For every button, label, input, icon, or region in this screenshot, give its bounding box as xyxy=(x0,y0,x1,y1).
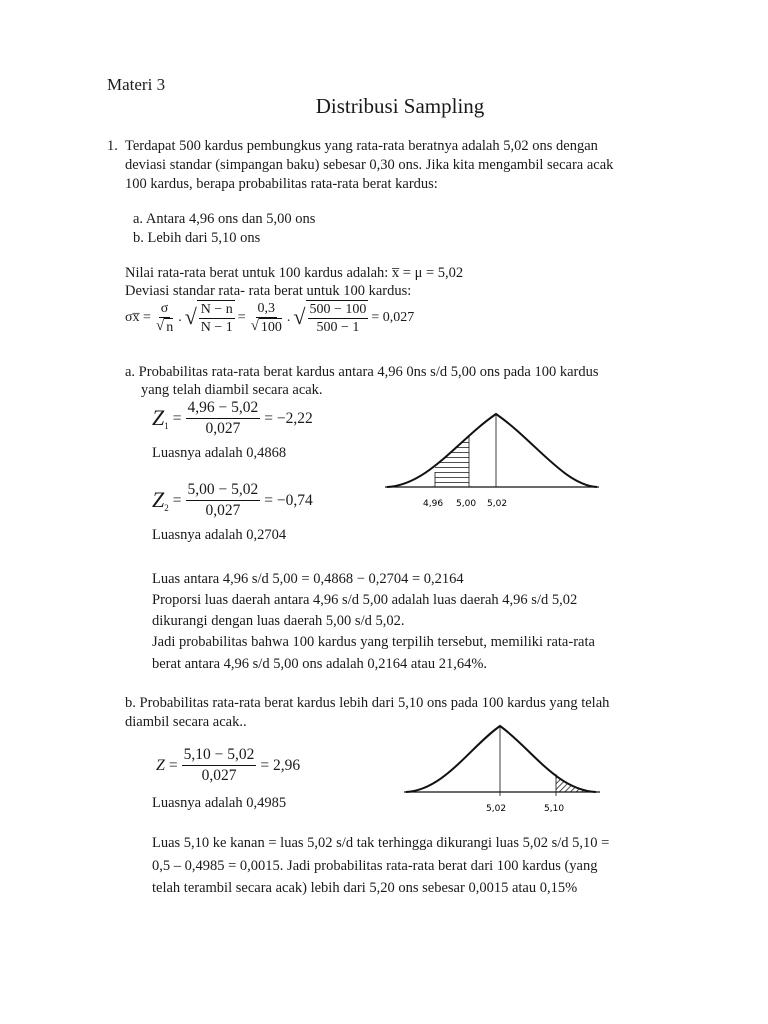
label-502: 5,02 xyxy=(487,499,508,509)
sigma-fraction: σ √ n xyxy=(155,301,174,335)
normal-curve-a xyxy=(383,410,601,518)
z2-equals: = xyxy=(172,491,182,509)
part-a-line-1: a. Probabilitas rata-rata berat kardus antara 4,96 0ns s/d 5,00 ons pada 100 kardus xyxy=(125,364,599,380)
label-500: 5,00 xyxy=(456,499,477,509)
option-b: b. Lebih dari 5,10 ons xyxy=(133,230,261,246)
z2-formula xyxy=(152,480,313,521)
part-a-line-2: yang telah diambil secara acak. xyxy=(141,382,323,398)
label-b-510: 5,10 xyxy=(544,804,565,814)
part-b-line-1: b. Probabilitas rata-rata berat kardus lebih dari 5,10 ons pada 100 kardus yang telah xyxy=(125,695,610,711)
part-b-line-2: diambil secara acak.. xyxy=(125,714,247,730)
z2-denominator: 0,027 xyxy=(205,502,241,519)
z1-result: = −2,22 xyxy=(264,409,313,427)
sqrt-n: n xyxy=(166,320,174,335)
z2-subscript: 2 xyxy=(164,503,169,514)
paragraph-b-3: telah terambil secara acak) lebih dari 5,20 ons sebesar 0,0015 atau 0,15% xyxy=(152,880,578,896)
paragraph-b-1: Luas 5,10 ke kanan = luas 5,02 s/d tak terhingga dikurangi luas 5,02 s/d 5,10 = xyxy=(152,835,610,851)
fpc-denominator: N − 1 xyxy=(200,320,233,335)
fpc-root: √ $\frac{N - n}{N - 1}$ xyxy=(184,302,233,335)
fpc-numerator: N − n xyxy=(200,302,233,317)
mean-statement: Nilai rata-rata berat untuk 100 kardus adalah: x̅ = μ = 5,02 xyxy=(125,265,464,281)
area-b: Luasnya adalah 0,4985 xyxy=(152,795,287,811)
z-formula-b xyxy=(156,745,300,786)
paragraph-b-2: 0,5 – 0,4985 = 0,0015. Jadi probabilitas rata-rata berat dari 100 kardus (yang xyxy=(152,858,598,874)
dot-operator: . xyxy=(178,310,182,325)
area-2: Luasnya adalah 0,2704 xyxy=(152,527,287,543)
value-fraction: 0,3 √ 100 xyxy=(250,301,282,335)
z2-result: = −0,74 xyxy=(264,491,313,509)
z1-equals: = xyxy=(172,409,182,427)
paragraph-a-2: Proporsi luas daerah antara 4,96 s/d 5,00 adalah luas daerah 4,96 s/d 5,02 xyxy=(152,592,578,608)
zb-symbol: Z xyxy=(156,756,165,774)
paragraph-a-3: dikurangi dengan luas daerah 5,00 s/d 5,02. xyxy=(152,613,405,629)
equals-sign: = xyxy=(237,310,246,325)
page-title: Distribusi Sampling xyxy=(315,94,485,118)
label-b-502: 5,02 xyxy=(486,804,507,814)
paragraph-a-5: berat antara 4,96 s/d 5,00 ons adalah 0,2164 atau 21,64%. xyxy=(152,656,488,672)
value-denominator: 100 xyxy=(260,320,282,335)
section-label: Materi 3 xyxy=(107,75,166,94)
area-1: Luasnya adalah 0,4868 xyxy=(152,445,287,461)
value-numerator: 0,3 xyxy=(257,301,276,316)
z1-formula xyxy=(152,398,313,439)
standard-error-formula xyxy=(125,300,414,336)
question-line-2: deviasi standar (simpangan baku) sebesar 0,30 ons. Jika kita mengambil secara acak xyxy=(125,157,614,173)
fpc-value-denominator: 500 − 1 xyxy=(316,320,360,335)
bell-curve-b xyxy=(406,726,596,792)
z1-symbol: Z xyxy=(152,405,165,431)
question-line-1: Terdapat 500 kardus pembungkus yang rata-rata beratnya adalah 5,02 ons dengan xyxy=(125,138,598,154)
z2-numerator: 5,00 − 5,02 xyxy=(186,480,261,501)
label-496: 4,96 xyxy=(423,499,444,509)
paragraph-a-4: Jadi probabilitas bahwa 100 kardus yang terpilih tersebut, memiliki rata-rata xyxy=(152,634,595,650)
fpc-value-numerator: 500 − 100 xyxy=(309,302,367,317)
paragraph-a-1: Luas antara 4,96 s/d 5,00 = 0,4868 − 0,2704 = 0,2164 xyxy=(152,571,464,587)
option-a: a. Antara 4,96 ons dan 5,00 ons xyxy=(133,211,316,227)
zb-numerator: 5,10 − 5,02 xyxy=(182,745,257,766)
formula-result: = 0,027 xyxy=(371,310,415,325)
zb-equals: = xyxy=(168,756,178,774)
fpc-value-root: √ $\frac{500 - 100}{500 - 1}$ xyxy=(293,302,367,335)
bell-curve-a xyxy=(387,414,597,487)
question-number: 1. xyxy=(107,138,118,154)
normal-curve-b xyxy=(400,722,608,822)
sigma: σ xyxy=(160,301,169,316)
formula-lhs: σx̅ = xyxy=(125,310,151,325)
z1-denominator: 0,027 xyxy=(205,420,241,437)
question-line-3: 100 kardus, berapa probabilitas rata-rata berat kardus: xyxy=(125,176,438,192)
sd-statement: Deviasi standar rata- rata berat untuk 100 kardus: xyxy=(125,283,412,299)
z1-numerator: 4,96 − 5,02 xyxy=(186,398,261,419)
zb-result: = 2,96 xyxy=(260,756,301,774)
dot-operator-2: . xyxy=(286,310,291,325)
zb-denominator: 0,027 xyxy=(201,767,237,784)
z2-symbol: Z xyxy=(152,487,165,513)
z1-subscript: 1 xyxy=(164,421,169,432)
